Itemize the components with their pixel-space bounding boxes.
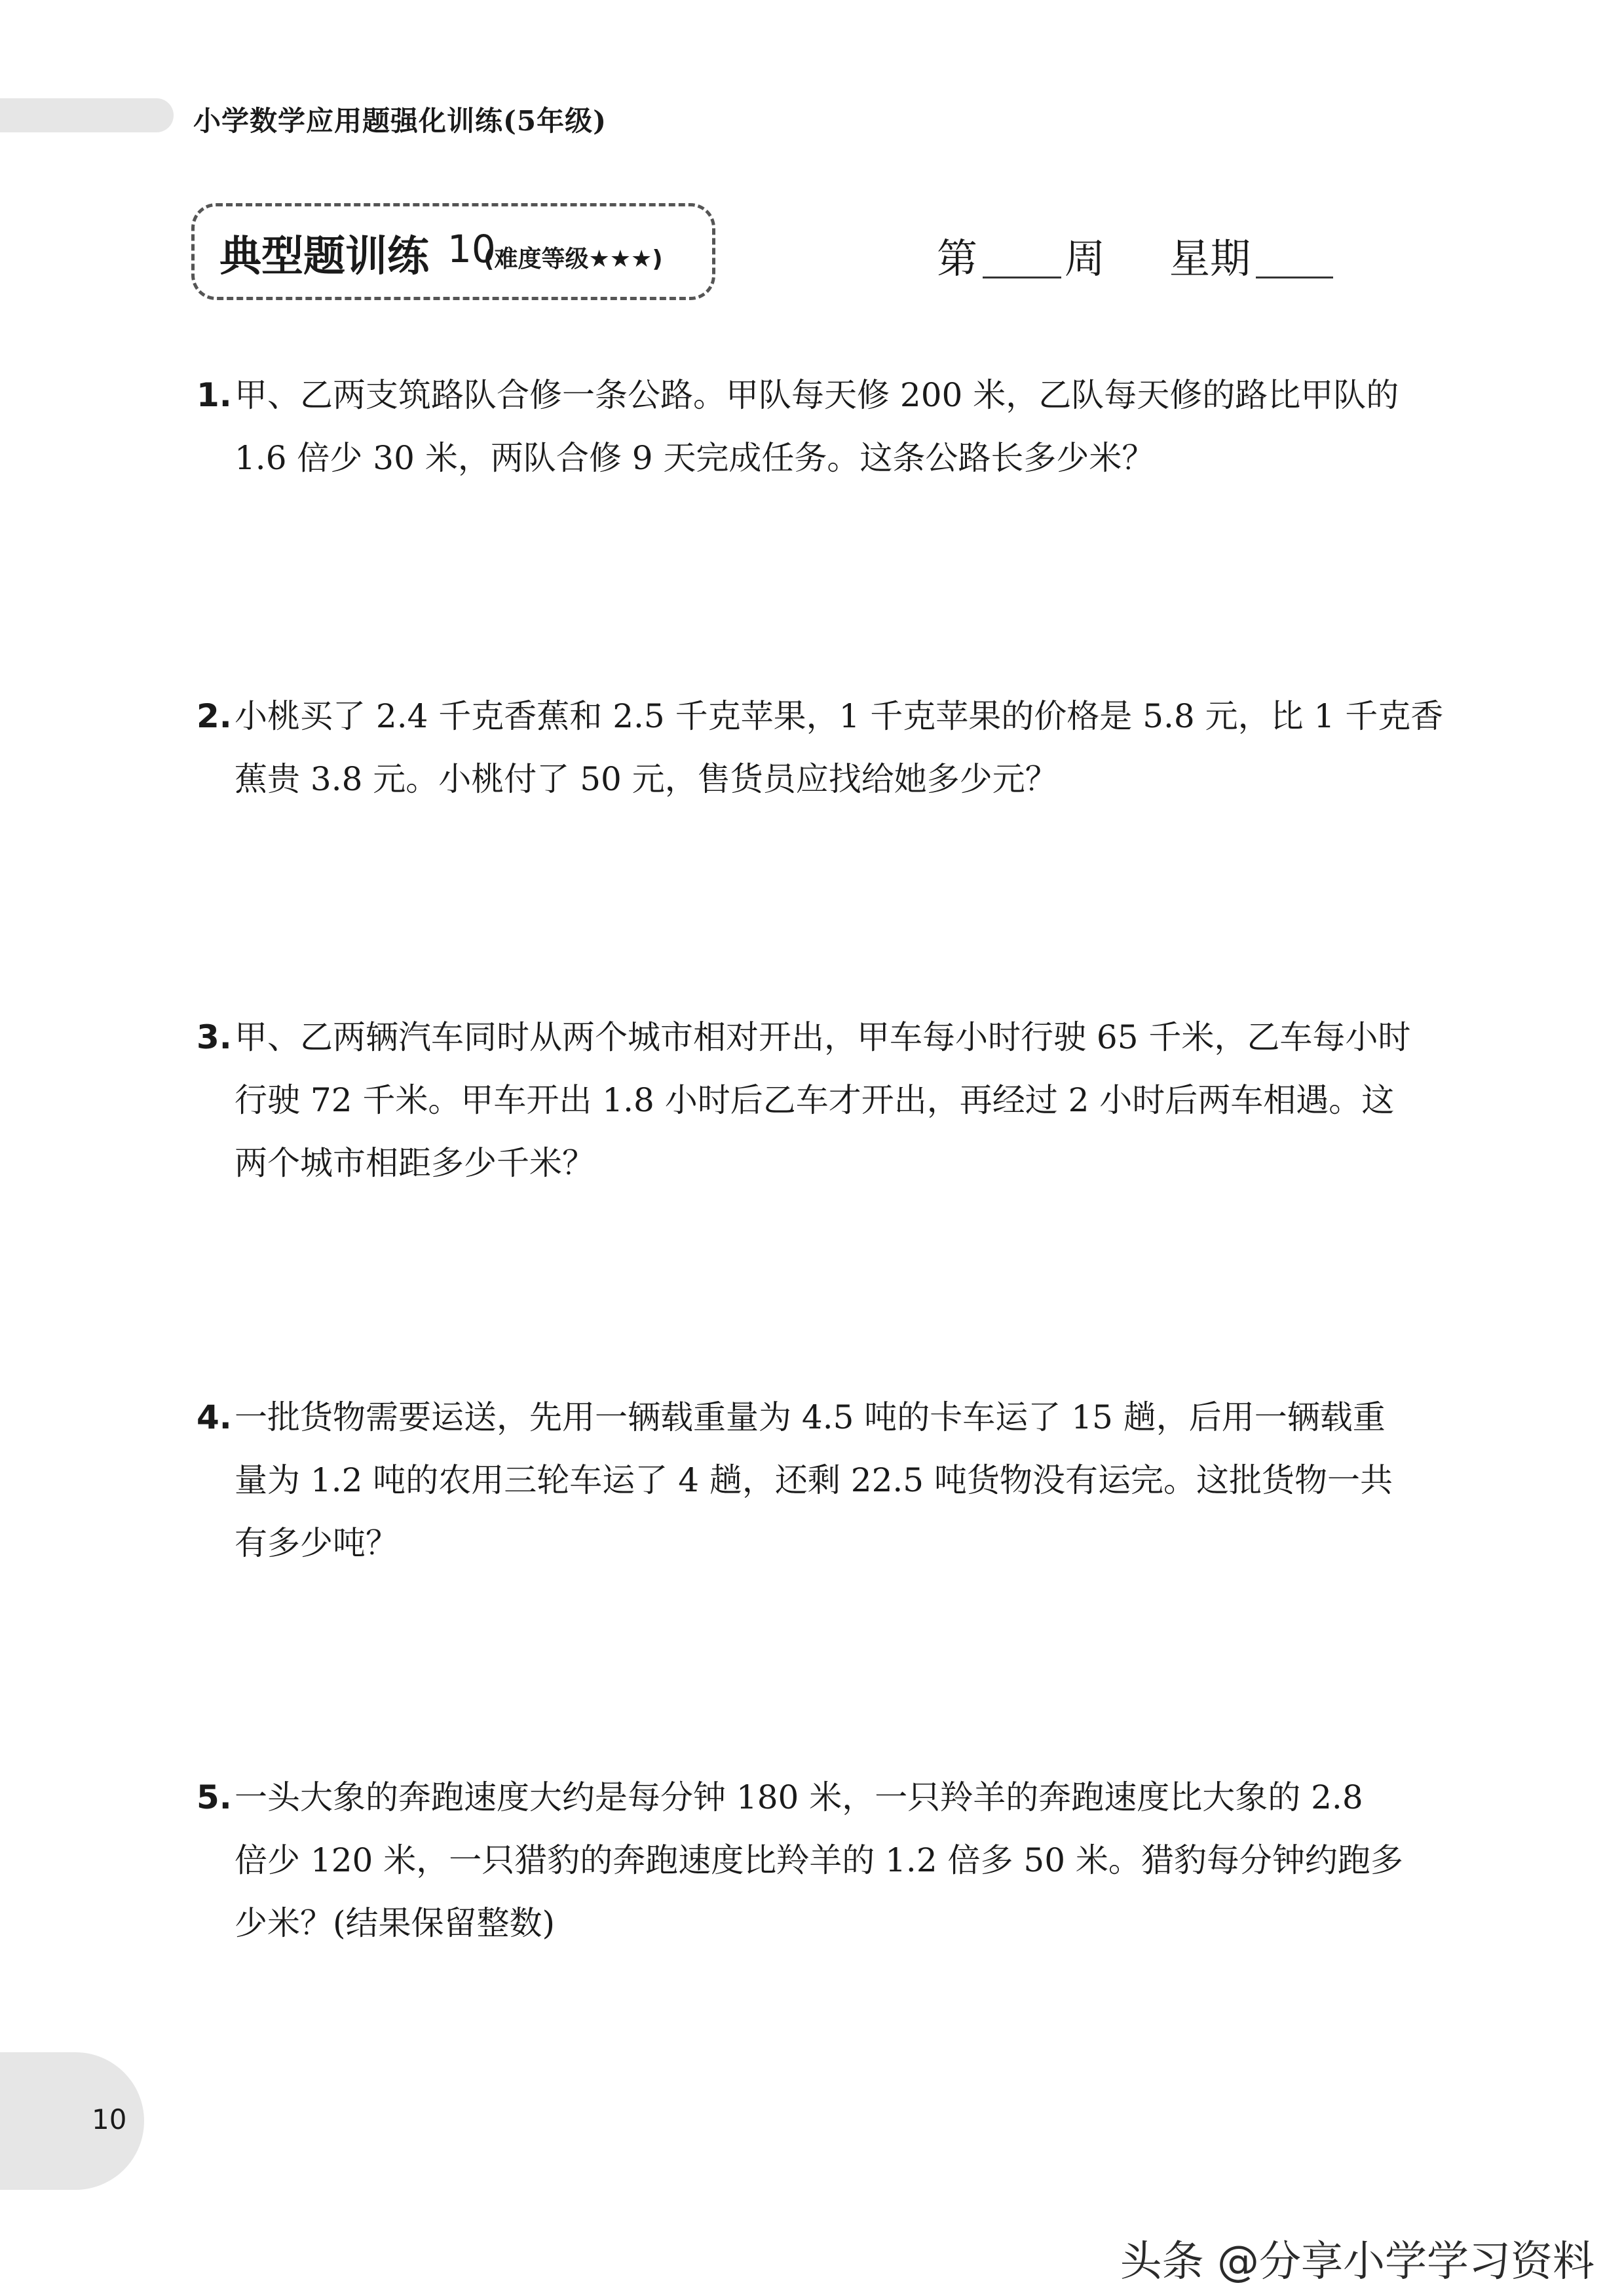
question-line: 一头大象的奔跑速度大约是每分钟 180 米，一只羚羊的奔跑速度比大象的 2.8 (235, 1778, 1363, 1816)
difficulty-label: (难度等级★★★) (483, 246, 663, 273)
question-line: 一批货物需要运送，先用一辆载重量为 4.5 吨的卡车运了 15 趟，后用一辆载重 (235, 1398, 1386, 1436)
question-line: 甲、乙两支筑路队合修一条公路。甲队每天修 200 米，乙队每天修的路比甲队的 (235, 376, 1399, 414)
question-line: 甲、乙两辆汽车同时从两个城市相对开出，甲车每小时行驶 65 千米，乙车每小时 (235, 1018, 1411, 1056)
question-1 (197, 364, 1454, 489)
weekday-label: 星期 (1169, 235, 1251, 282)
question-3 (197, 1006, 1454, 1195)
week-blank (983, 277, 1061, 278)
week-suffix: 周 (1065, 235, 1106, 282)
question-line: 1.6 倍少 30 米，两队合修 9 天完成任务。这条公路长多少米？ (235, 439, 1155, 477)
question-number: 1. (197, 376, 232, 414)
question-number: 2. (197, 697, 232, 735)
question-2 (197, 685, 1454, 811)
exercise-title: 典型题训练 (219, 233, 429, 281)
question-line: 小桃买了 2.4 千克香蕉和 2.5 千克苹果，1 千克苹果的价格是 5.8 元，比 1 千克香 (235, 697, 1444, 735)
question-number: 3. (197, 1018, 232, 1056)
question-number: 5. (197, 1778, 232, 1816)
question-line: 两个城市相距多少千米？ (235, 1144, 595, 1182)
week-prefix: 第 (937, 235, 978, 282)
question-line: 有多少吨？ (235, 1524, 398, 1562)
question-number: 4. (197, 1398, 232, 1436)
question-line: 行驶 72 千米。甲车开出 1.8 小时后乙车才开出，再经过 2 小时后两车相遇。这 (235, 1081, 1395, 1119)
question-line: 量为 1.2 吨的农用三轮车运了 4 趟，还剩 22.5 吨货物没有运完。这批货物一共 (235, 1461, 1393, 1499)
header-tab (0, 98, 174, 132)
book-title: 小学数学应用题强化训练(5年级) (193, 105, 607, 137)
question-line: 蕉贵 3.8 元。小桃付了 50 元，售货员应找给她多少元？ (235, 760, 1058, 798)
question-5 (197, 1766, 1454, 1955)
question-line: 倍少 120 米，一只猎豹的奔跑速度比羚羊的 1.2 倍多 50 米。猎豹每分钟约跑多 (235, 1841, 1403, 1879)
watermark: 头条 @分享小学学习资料 (1120, 2238, 1595, 2286)
page-number: 10 (92, 2103, 127, 2135)
exercise-number: 10 (447, 227, 496, 271)
weekday-blank (1256, 277, 1333, 278)
question-line: 少米？(结果保留整数) (235, 1904, 556, 1942)
question-4 (197, 1386, 1454, 1575)
